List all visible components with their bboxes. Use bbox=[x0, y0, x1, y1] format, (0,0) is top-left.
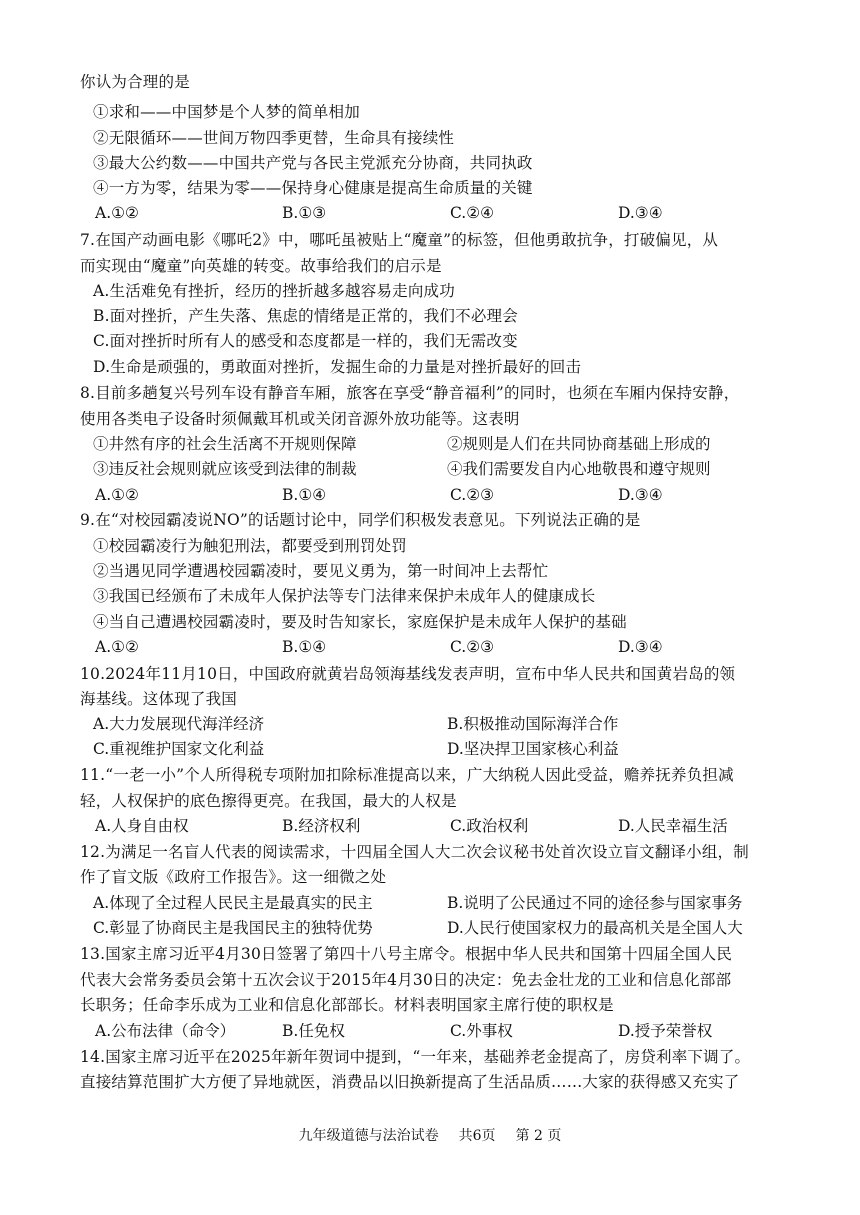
q7-stem-line-1: 7.在国产动画电影《哪吒2》中，哪吒虽被贴上“魔童”的标签，但他勇敢抗争，打破偏见，从 bbox=[80, 231, 719, 249]
q8-option-a: A.①② bbox=[95, 486, 139, 504]
q8-item-2: ②规则是人们在共同协商基础上形成的 bbox=[447, 435, 711, 453]
q12-option-d: D.人民行使国家权力的最高机关是全国人大 bbox=[447, 919, 743, 937]
q6-stem: 你认为合理的是 bbox=[80, 73, 190, 91]
q6-option-a: A.①② bbox=[95, 204, 139, 222]
q8-item-4: ④我们需要发自内心地敬畏和遵守规则 bbox=[447, 460, 711, 478]
q9-stem: 9.在“对校园霸凌说NO”的话题讨论中，同学们积极发表意见。下列说法正确的是 bbox=[80, 511, 641, 529]
q7-option-b: B.面对挫折，产生失落、焦虑的情绪是正常的，我们不必理会 bbox=[93, 307, 518, 325]
q13-stem-line-2: 代表大会常务委员会第十五次会议于2015年4月30日的决定：免去金壮龙的工业和信息化部部 bbox=[80, 971, 732, 989]
q6-item-3: ③最大公约数——中国共产党与各民主党派充分协商，共同执政 bbox=[93, 154, 533, 172]
q9-item-2: ②当遇见同学遭遇校园霸凌时，要见义勇为，第一时间冲上去帮忙 bbox=[93, 562, 549, 580]
q6-item-4: ④一方为零，结果为零——保持身心健康是提高生命质量的关键 bbox=[93, 179, 533, 197]
q10-stem-line-2: 海基线。这体现了我国 bbox=[80, 690, 238, 708]
q13-stem-line-3: 长职务；任命李乐成为工业和信息化部部长。材料表明国家主席行使的职权是 bbox=[80, 996, 614, 1014]
q8-item-3: ③违反社会规则就应该受到法律的制裁 bbox=[93, 460, 357, 478]
q11-stem-line-1: 11.“一老一小”个人所得税专项附加扣除标准提高以来，广大纳税人因此受益，赡养抚养负担减 bbox=[80, 766, 734, 784]
q10-option-c: C.重视维护国家文化利益 bbox=[93, 740, 265, 758]
q12-option-a: A.体现了全过程人民民主是最真实的民主 bbox=[93, 894, 373, 912]
footer-page-number: 第 2 页 bbox=[515, 1128, 562, 1144]
q9-item-3: ③我国已经颁布了未成年人保护法等专门法律来保护未成年人的健康成长 bbox=[93, 587, 596, 605]
q8-stem-line-1: 8.目前多趟复兴号列车设有静音车厢，旅客在享受“静音福利”的同时，也须在车厢内保持安静， bbox=[80, 384, 740, 402]
q13-option-a: A.公布法律（命令） bbox=[95, 1022, 236, 1040]
q6-item-1: ①求和——中国梦是个人梦的简单相加 bbox=[93, 103, 360, 121]
q12-option-c: C.彰显了协商民主是我国民主的独特优势 bbox=[93, 919, 373, 937]
footer-exam-title: 九年级道德与法治试卷 bbox=[298, 1128, 439, 1144]
q8-item-1: ①井然有序的社会生活离不开规则保障 bbox=[93, 435, 357, 453]
q13-stem-line-1: 13.国家主席习近平4月30日签署了第四十八号主席令。根据中华人民共和国第十四届全国人民 bbox=[80, 945, 733, 963]
q11-stem-line-2: 轻，人权保护的底色擦得更亮。在我国，最大的人权是 bbox=[80, 792, 457, 810]
q14-stem-line-1: 14.国家主席习近平在2025年新年贺词中提到，“一年来，基础养老金提高了，房贷利率下调了。 bbox=[80, 1048, 751, 1066]
q7-option-d: D.生命是顽强的，勇敢面对挫折，发掘生命的力量是对挫折最好的回击 bbox=[93, 358, 582, 376]
q8-option-d: D.③④ bbox=[618, 486, 663, 504]
q9-option-c: C.②③ bbox=[450, 638, 495, 656]
q13-option-b: B.任免权 bbox=[282, 1022, 345, 1040]
q12-stem-line-1: 12.为满足一名盲人代表的阅读需求，十四届全国人大二次会议秘书处首次设立盲文翻译小组，制 bbox=[80, 843, 749, 861]
q6-option-d: D.③④ bbox=[618, 204, 663, 222]
q7-option-a: A.生活难免有挫折，经历的挫折越多越容易走向成功 bbox=[93, 282, 455, 300]
q7-option-c: C.面对挫折时所有人的感受和态度都是一样的，我们无需改变 bbox=[93, 332, 518, 350]
q12-option-b: B.说明了公民通过不同的途径参与国家事务 bbox=[447, 894, 743, 912]
q9-item-4: ④当自己遭遇校园霸凌时，要及时告知家长，家庭保护是未成年人保护的基础 bbox=[93, 613, 627, 631]
q13-option-d: D.授予荣誉权 bbox=[618, 1022, 713, 1040]
q9-option-a: A.①② bbox=[95, 638, 139, 656]
q9-item-1: ①校园霸凌行为触犯刑法，都要受到刑罚处罚 bbox=[93, 537, 408, 555]
q8-option-b: B.①④ bbox=[282, 486, 327, 504]
q11-option-b: B.经济权利 bbox=[282, 817, 361, 835]
q8-option-c: C.②③ bbox=[450, 486, 495, 504]
q11-option-d: D.人民幸福生活 bbox=[618, 817, 728, 835]
q12-stem-line-2: 作了盲文版《政府工作报告》。这一细微之处 bbox=[80, 868, 387, 886]
q6-option-b: B.①③ bbox=[282, 204, 327, 222]
q9-option-b: B.①④ bbox=[282, 638, 327, 656]
q14-stem-line-2: 直接结算范围扩大方便了异地就医，消费品以旧换新提高了生活品质……大家的获得感又充实了 bbox=[80, 1073, 740, 1091]
page-footer bbox=[0, 1127, 860, 1145]
footer-total-pages: 共6页 bbox=[458, 1128, 496, 1144]
q10-stem-line-1: 10.2024年11月10日，中国政府就黄岩岛领海基线发表声明，宣布中华人民共和国黄岩岛的领 bbox=[80, 665, 736, 683]
q6-option-c: C.②④ bbox=[450, 204, 495, 222]
q8-stem-line-2: 使用各类电子设备时须佩戴耳机或关闭音源外放功能等。这表明 bbox=[80, 410, 520, 428]
q10-option-a: A.大力发展现代海洋经济 bbox=[93, 715, 265, 733]
q13-option-c: C.外事权 bbox=[450, 1022, 513, 1040]
q9-option-d: D.③④ bbox=[618, 638, 663, 656]
q11-option-c: C.政治权利 bbox=[450, 817, 529, 835]
q6-item-2: ②无限循环——世间万物四季更替，生命具有接续性 bbox=[93, 129, 455, 147]
q10-option-d: D.坚决捍卫国家核心利益 bbox=[447, 740, 619, 758]
q11-option-a: A.人身自由权 bbox=[95, 817, 189, 835]
q7-stem-line-2: 而实现由“魔童”向英雄的转变。故事给我们的启示是 bbox=[80, 257, 442, 275]
q10-option-b: B.积极推动国际海洋合作 bbox=[447, 715, 619, 733]
